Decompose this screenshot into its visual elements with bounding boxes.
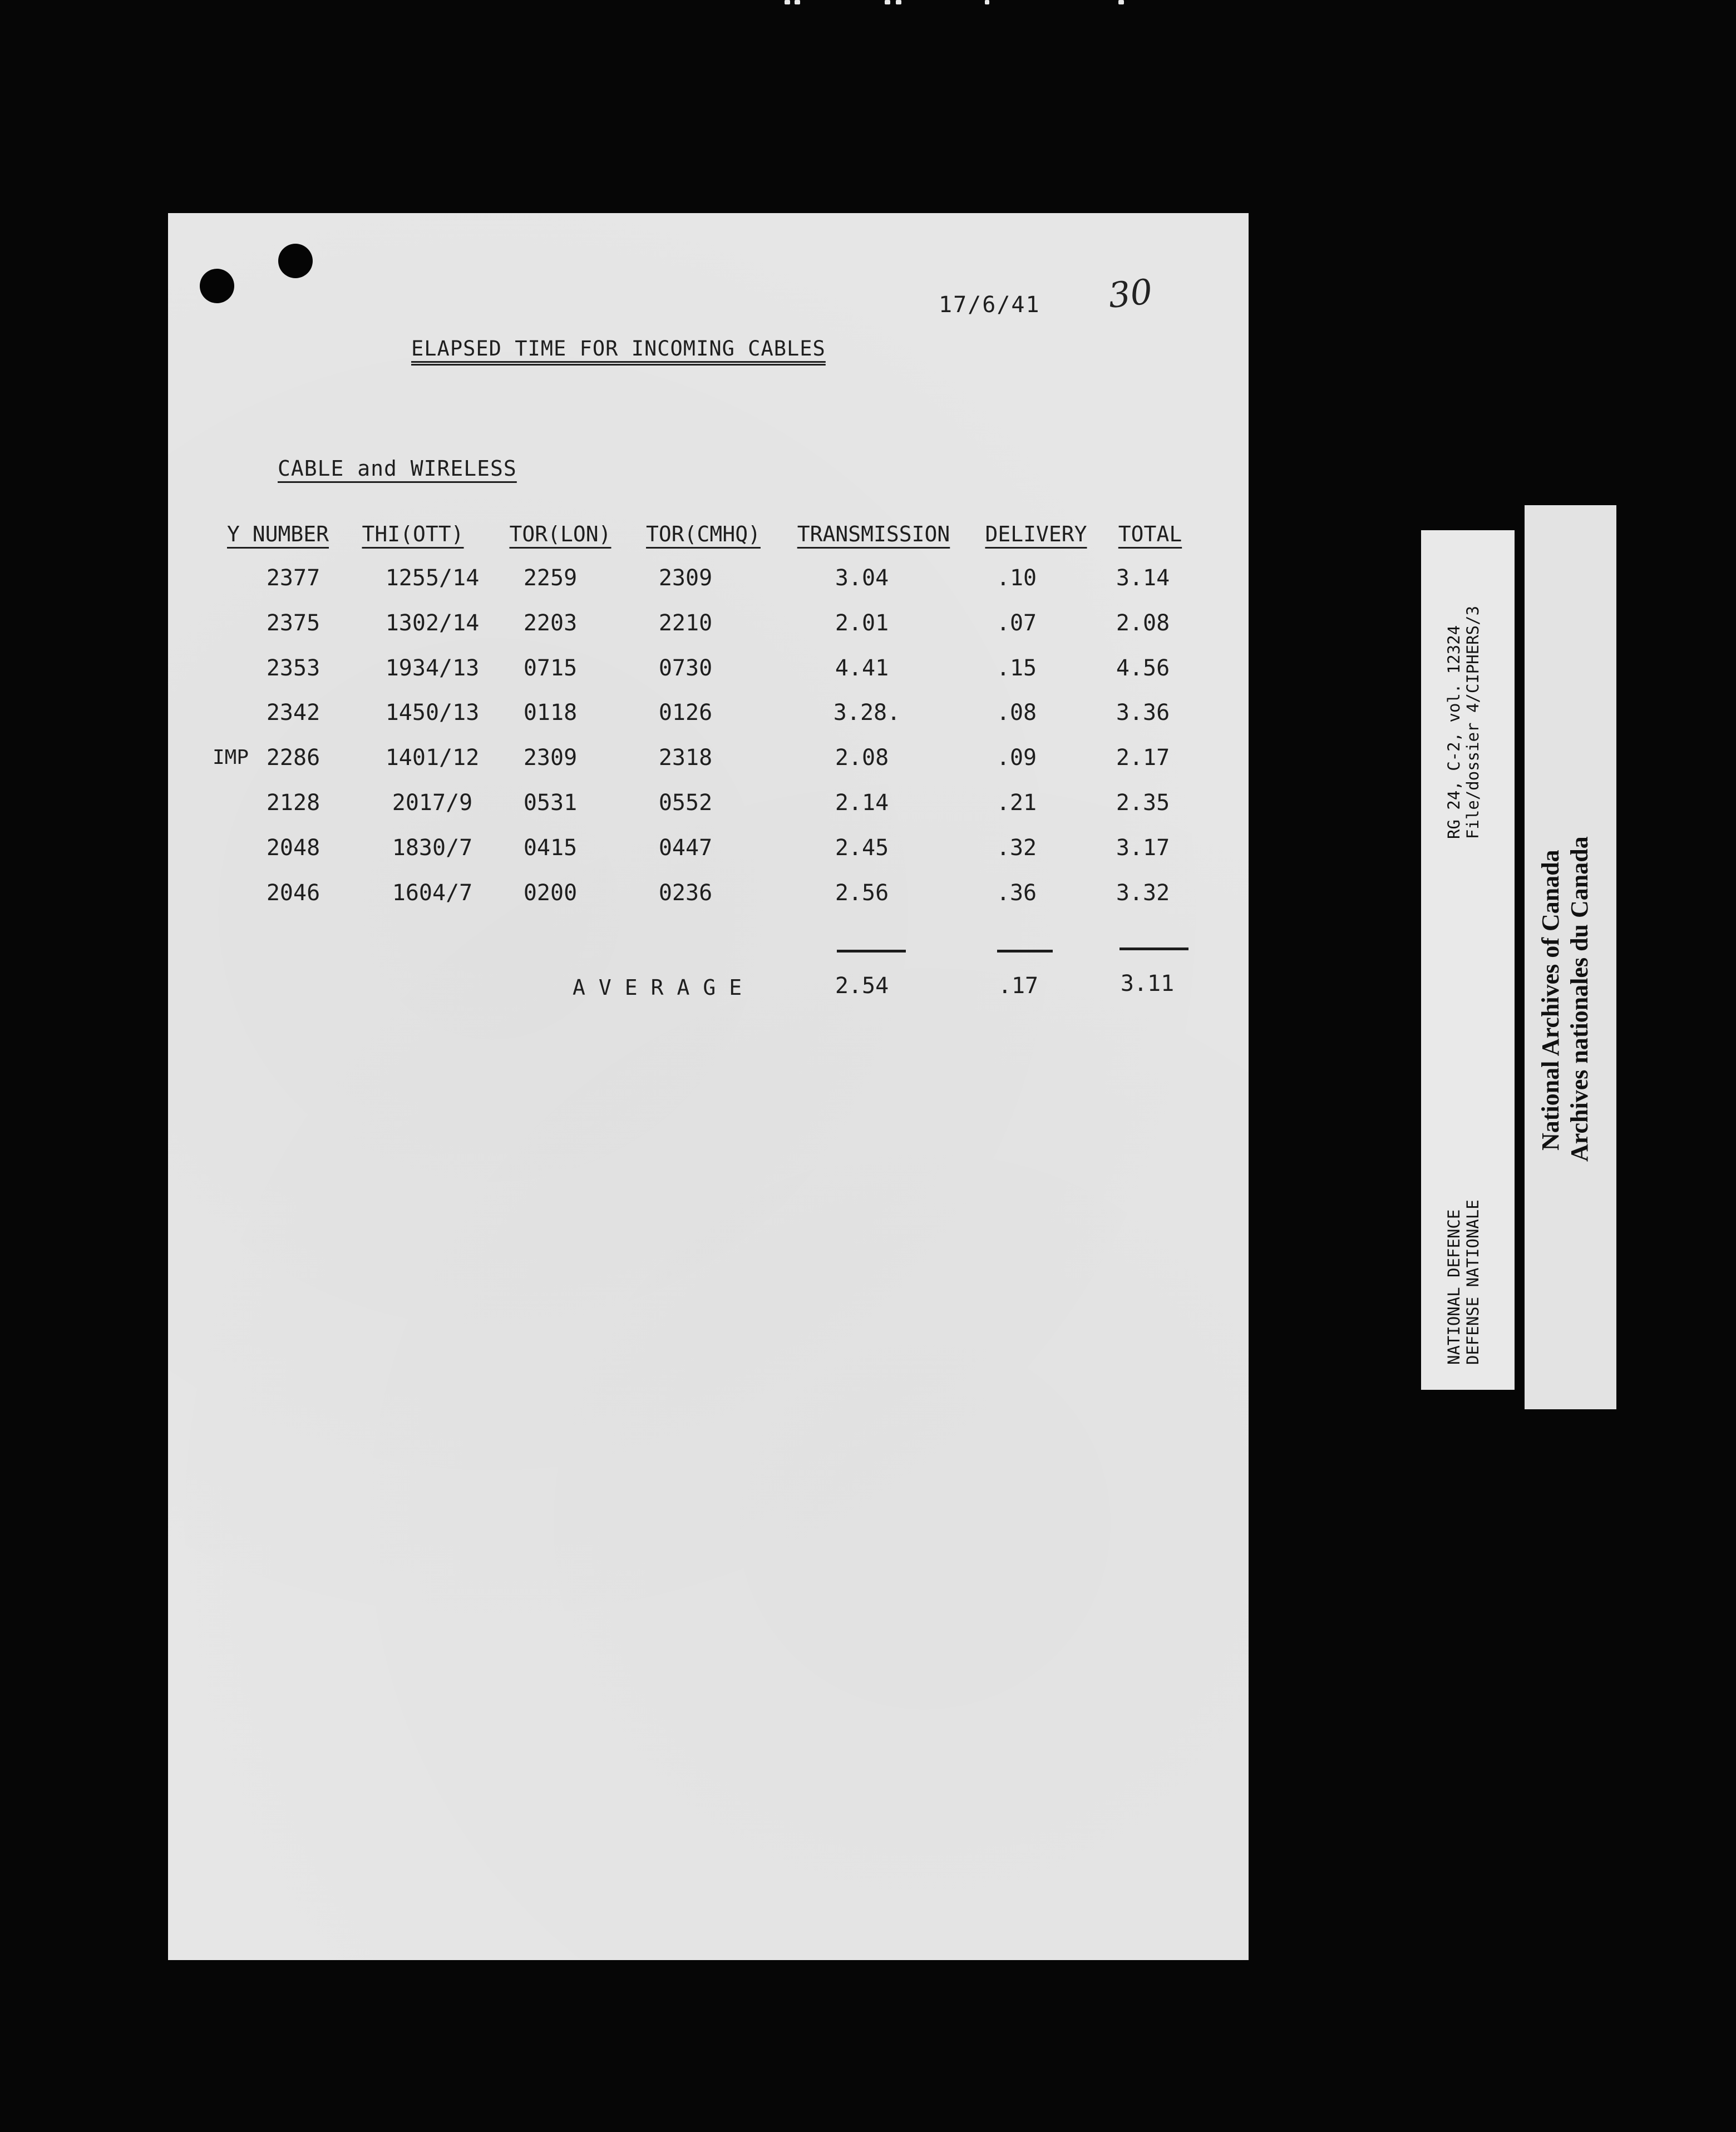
cell-thi: 1255/14: [385, 565, 480, 591]
cell-thi: 1450/13: [385, 700, 480, 726]
average-transmission: 2.54: [835, 973, 889, 999]
archive-stamp-line-2: Archives nationales du Canada: [1566, 836, 1593, 1162]
cell-delivery: .32: [996, 835, 1037, 861]
archive-stamp: [1525, 505, 1616, 1409]
sum-rule: [997, 950, 1053, 953]
cell-delivery: .21: [996, 790, 1037, 816]
cell-delivery: .09: [996, 745, 1037, 771]
document-page: [168, 213, 1249, 1960]
cell-number: 2286: [266, 745, 320, 771]
cell-transmission: 2.08: [835, 745, 889, 771]
cell-tor-lon: 0200: [523, 880, 578, 906]
archive-ref-line-3: NATIONAL DEFENCE: [1444, 1209, 1463, 1365]
cell-tor-cmhq: 0447: [658, 835, 713, 861]
cell-total: 2.17: [1116, 745, 1170, 771]
cell-number: 2353: [266, 655, 320, 681]
cell-prefix: IMP: [213, 746, 249, 769]
cell-thi: 1934/13: [385, 655, 480, 681]
cell-delivery: .07: [996, 610, 1037, 636]
cell-delivery: .15: [996, 655, 1037, 681]
cell-transmission: 2.01: [835, 610, 889, 636]
cell-number: 2128: [266, 790, 320, 816]
film-speck: [896, 0, 901, 4]
film-speck: [1118, 0, 1124, 4]
cell-transmission: 2.14: [835, 790, 889, 816]
document-title: ELAPSED TIME FOR INCOMING CABLES: [411, 337, 826, 361]
cell-thi: 1830/7: [392, 835, 473, 861]
cell-tor-lon: 0415: [523, 835, 578, 861]
cell-thi: 1401/12: [385, 745, 480, 771]
sum-rule: [1119, 947, 1188, 950]
cell-number: 2375: [266, 610, 320, 636]
col-header-thi: THI(OTT): [362, 522, 464, 546]
archive-stamp-line-1: National Archives of Canada: [1537, 850, 1564, 1151]
cell-transmission: 3.28.: [833, 700, 901, 726]
film-speck: [795, 0, 800, 4]
cell-tor-lon: 2259: [523, 565, 578, 591]
cell-thi: 2017/9: [392, 790, 473, 816]
average-delivery: .17: [998, 973, 1039, 999]
col-header-delivery: DELIVERY: [985, 522, 1087, 546]
col-header-total: TOTAL: [1118, 522, 1182, 546]
cell-number: 2342: [266, 700, 320, 726]
cell-tor-cmhq: 0236: [658, 880, 713, 906]
film-speck: [885, 0, 890, 4]
cell-tor-lon: 0531: [523, 790, 578, 816]
cell-delivery: .36: [996, 880, 1037, 906]
col-header-tor-cmhq: TOR(CMHQ): [646, 522, 761, 546]
cell-total: 3.32: [1116, 880, 1170, 906]
cell-total: 3.36: [1116, 700, 1170, 726]
cell-thi: 1302/14: [385, 610, 480, 636]
cell-tor-lon: 2309: [523, 745, 578, 771]
archive-ref-line-4: DEFENSE NATIONALE: [1463, 1200, 1482, 1365]
cell-tor-lon: 0118: [523, 700, 578, 726]
cell-total: 3.17: [1116, 835, 1170, 861]
cell-number: 2377: [266, 565, 320, 591]
cell-delivery: .08: [996, 700, 1037, 726]
punch-hole: [278, 244, 313, 278]
cell-thi: 1604/7: [392, 880, 473, 906]
cell-transmission: 2.56: [835, 880, 889, 906]
document-date: 17/6/41: [939, 292, 1040, 318]
folio-number: 30: [1106, 271, 1155, 316]
cell-tor-cmhq: 2210: [658, 610, 713, 636]
cell-total: 4.56: [1116, 655, 1170, 681]
cell-transmission: 3.04: [835, 565, 889, 591]
cell-tor-cmhq: 0730: [658, 655, 713, 681]
average-total: 3.11: [1120, 971, 1175, 996]
archive-reference-label: [1421, 530, 1515, 1390]
cell-transmission: 4.41: [835, 655, 889, 681]
cell-total: 3.14: [1116, 565, 1170, 591]
archive-ref-line-1: RG 24, C-2, vol. 12324: [1444, 625, 1463, 839]
film-speck: [785, 0, 790, 4]
cell-total: 2.08: [1116, 610, 1170, 636]
cell-delivery: .10: [996, 565, 1037, 591]
section-subtitle: CABLE and WIRELESS: [278, 456, 517, 481]
sum-rule: [837, 950, 906, 953]
cell-total: 2.35: [1116, 790, 1170, 816]
cell-number: 2046: [266, 880, 320, 906]
cell-tor-cmhq: 0126: [658, 700, 713, 726]
col-header-transmission: TRANSMISSION: [797, 522, 950, 546]
col-header-tor-lon: TOR(LON): [509, 522, 611, 546]
average-label: AVERAGE: [573, 975, 756, 1000]
cell-tor-cmhq: 2318: [658, 745, 713, 771]
col-header-number: Y NUMBER: [227, 522, 329, 546]
film-speck: [985, 0, 989, 4]
cell-tor-cmhq: 2309: [658, 565, 713, 591]
cell-number: 2048: [266, 835, 320, 861]
cell-tor-lon: 0715: [523, 655, 578, 681]
punch-hole: [200, 269, 234, 303]
cell-transmission: 2.45: [835, 835, 889, 861]
cell-tor-cmhq: 0552: [658, 790, 713, 816]
cell-tor-lon: 2203: [523, 610, 578, 636]
archive-ref-line-2: File/dossier 4/CIPHERS/3: [1463, 605, 1482, 839]
